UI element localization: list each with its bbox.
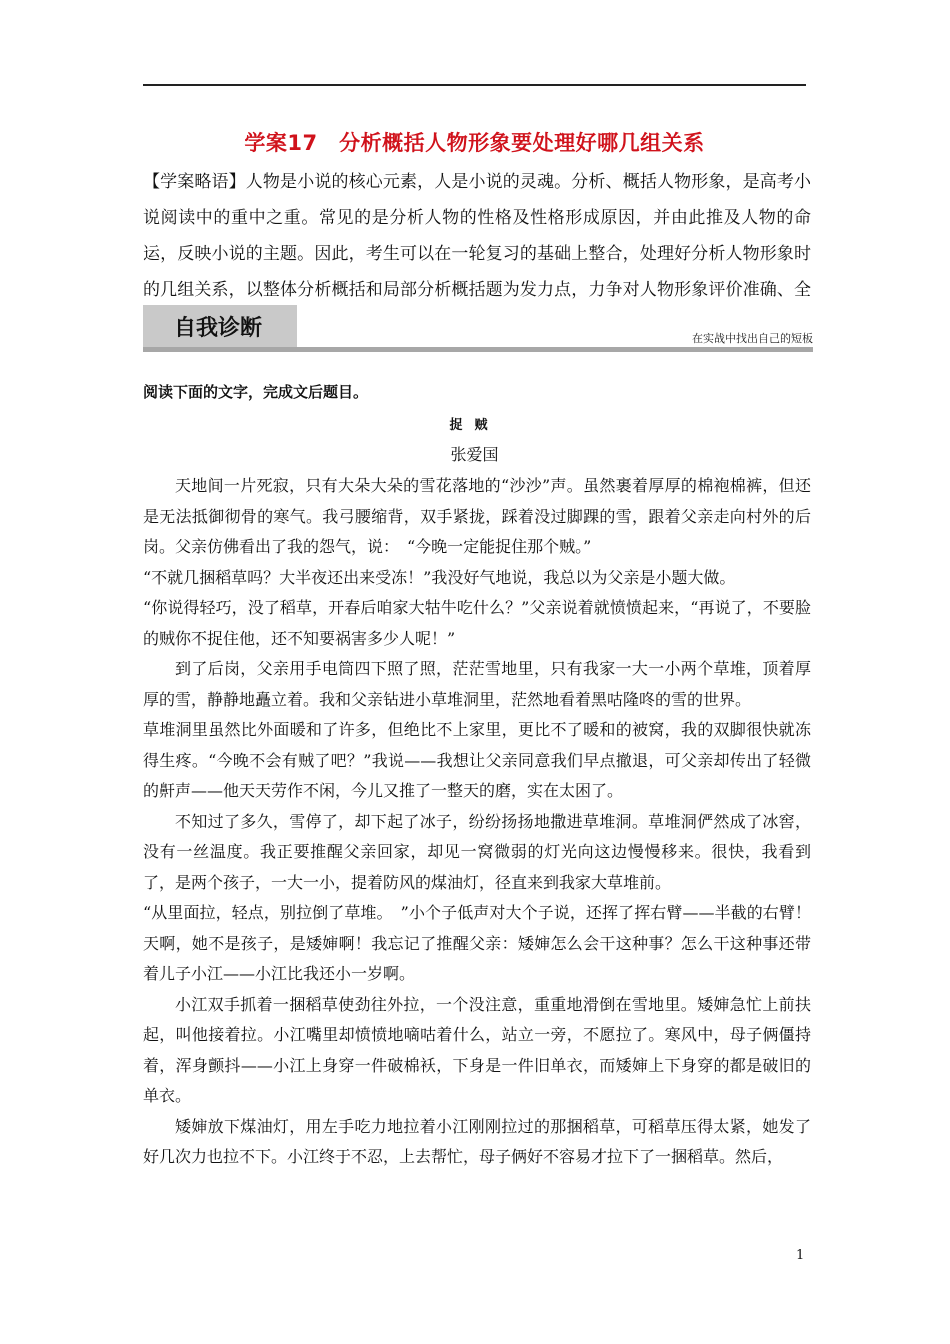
- story-paragraph: “不就几捆稻草吗？大半夜还出来受冻！”我没好气地说，我总以为父亲是小题大做。: [143, 567, 736, 587]
- section-banner: [143, 305, 813, 352]
- story-paragraph: “从里面拉，轻点，别拉倒了草堆。 ”小个子低声对大个子说，还挥了挥右臂——半截的右臂！天啊，她不是孩子，是矮婶啊！我忘记了推醒父亲：矮婶怎么会干这种事？怎么干这种事还带着儿子小江——小江比我还小一岁啊。: [143, 903, 811, 983]
- story-paragraph: 草堆洞里虽然比外面暖和了许多，但绝比不上家里，更比不了暖和的被窝，我的双脚很快就冻得生疼。“今晚不会有贼了吧？”我说——我想让父亲同意我们早点撤退，可父亲却传出了轻微的鼾声——他天天劳作不闲，今儿又推了一整天的磨，实在太困了。: [143, 720, 811, 800]
- story-author: 张爱国: [450, 445, 499, 464]
- story-paragraph: 矮婶放下煤油灯，用左手吃力地拉着小江刚刚拉过的那捆稻草，可稻草压得太紧，她发了好几次力也拉不下。小江终于不忍，上去帮忙，母子俩好不容易才拉下了一捆稻草。然后，: [143, 1116, 811, 1166]
- intro-text: 人物是小说的核心元素，人是小说的灵魂。分析、概括人物形象，是高考小说阅读中的重中之重。常见的是分析人物的性格及性格形成原因，并由此推及人物的命运，反映小说的主题。因此，考生可以在一轮复习的基础上整合，处理好分析人物形象时的几组关系，以整体分析概括和局部分析概括题为发力点，力争对人物形象评价准确、全: [143, 172, 812, 300]
- story-paragraph: 天地间一片死寂，只有大朵大朵的雪花落地的“沙沙”声。虽然裹着厚厚的棉袍棉裤，但还是无法抵御彻骨的寒气。我弓腰缩背，双手紧拢，踩着没过脚踝的雪，跟着父亲走向村外的后岗。父亲仿佛看出了我的怨气，说： “今晚一定能捉住那个贼。”: [143, 476, 811, 556]
- banner-bar: [143, 347, 813, 352]
- story-title: 捉贼: [449, 418, 500, 433]
- top-rule: [143, 84, 806, 86]
- story-paragraph: 不知过了多久，雪停了，却下起了冰子，纷纷扬扬地撒进草堆洞。草堆洞俨然成了冰窖，没有一丝温度。我正要推醒父亲回家，却见一窝微弱的灯光向这边慢慢移来。很快，我看到了，是两个孩子，一大一小，提着防风的煤油灯，径直来到我家大草堆前。: [143, 811, 811, 892]
- page-title: 学案17 分析概括人物形象要处理好哪几组关系: [244, 131, 705, 155]
- intro-tag: 【学案略语】: [143, 172, 246, 192]
- section-label: 自我诊断: [174, 316, 263, 341]
- story-paragraph: 小江双手抓着一捆稻草使劲往外拉，一个没注意，重重地滑倒在雪地里。矮婶急忙上前扶起，叫他接着拉。小江嘴里却愤愤地嘀咕着什么，站立一旁，不愿拉了。寒风中，母子俩僵持着，浑身颤抖——小江上身穿一件破棉袄，下身是一件旧单衣，而矮婶上下身穿的都是破旧的单衣。: [143, 994, 811, 1105]
- page-number: 1: [796, 1248, 805, 1263]
- story-paragraph: “你说得轻巧，没了稻草，开春后咱家大牯牛吃什么？”父亲说着就愤愤起来，“再说了，不要脸的贼你不捉住他，还不知要祸害多少人呢！”: [143, 598, 811, 648]
- reading-instruction: 阅读下面的文字，完成文后题目。: [143, 383, 369, 401]
- story-paragraph: 到了后岗，父亲用手电筒四下照了照，茫茫雪地里，只有我家一大一小两个草堆，顶着厚厚的雪，静静地矗立着。我和父亲钻进小草堆洞里，茫然地看着黑咕隆咚的雪的世界。: [143, 659, 811, 709]
- section-slogan: 在实战中找出自己的短板: [692, 332, 813, 345]
- story-body: [143, 471, 811, 1173]
